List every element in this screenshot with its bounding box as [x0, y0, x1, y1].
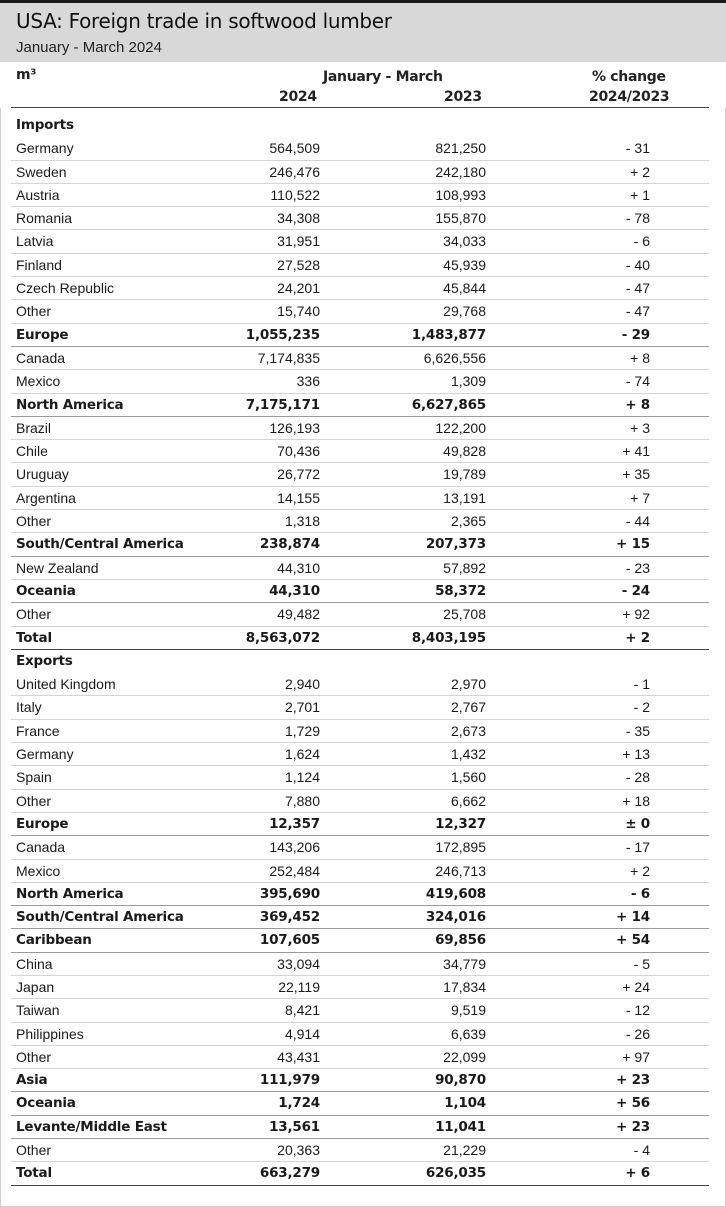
percent-change: + 8	[630, 349, 650, 366]
percent-change: - 17	[625, 839, 650, 856]
value-2023: 155,870	[435, 210, 486, 227]
table-row	[0, 976, 726, 999]
row-label: Total	[16, 629, 52, 646]
value-2024: 564,509	[269, 140, 320, 157]
row-label: Germany	[16, 746, 74, 763]
value-2024: 27,528	[277, 256, 320, 273]
value-2023: 1,104	[444, 1095, 486, 1112]
percent-change: - 5	[633, 955, 650, 972]
table-row	[0, 860, 726, 883]
value-2024: 1,055,235	[245, 326, 320, 343]
value-2024: 24,201	[277, 280, 320, 297]
value-2023: 25,708	[443, 606, 486, 623]
row-label: North America	[16, 885, 124, 902]
percent-change: + 56	[616, 1095, 650, 1112]
table-row	[0, 510, 726, 533]
table-row	[0, 370, 726, 393]
value-2024: 7,880	[284, 792, 320, 809]
percent-change: - 2	[633, 699, 650, 716]
value-2024: 126,193	[269, 419, 320, 436]
value-2023: 242,180	[435, 163, 486, 180]
value-2024: 8,421	[284, 1002, 320, 1019]
table-row	[0, 254, 726, 277]
table-row	[0, 463, 726, 486]
value-2023: 1,483,877	[411, 326, 486, 343]
value-2024: 33,094	[277, 955, 320, 972]
row-label: Argentina	[16, 489, 76, 506]
row-label: Europe	[16, 326, 69, 343]
value-2023: 2,767	[450, 699, 486, 716]
value-2023: 1,560	[450, 769, 486, 786]
value-2024: 8,563,072	[245, 629, 320, 646]
percent-change: + 14	[616, 909, 650, 926]
value-2023: 34,033	[443, 233, 486, 250]
table-row	[0, 836, 726, 859]
row-label: Mexico	[16, 373, 61, 390]
value-2024: 26,772	[277, 466, 320, 483]
value-2024: 395,690	[259, 885, 320, 902]
total-row	[0, 1162, 726, 1185]
percent-change: - 47	[625, 303, 650, 320]
value-2023: 207,373	[425, 536, 486, 553]
value-2024: 49,482	[277, 606, 320, 623]
row-label: Other	[16, 792, 52, 809]
row-label: Uruguay	[16, 466, 69, 483]
row-label: Sweden	[16, 163, 67, 180]
value-2024: 31,951	[277, 233, 320, 250]
value-2023: 13,191	[443, 489, 486, 506]
value-2023: 6,639	[450, 1025, 486, 1042]
row-label: Germany	[16, 140, 74, 157]
value-2023: 6,662	[450, 792, 486, 809]
row-label: South/Central America	[16, 909, 184, 926]
value-2023: 11,041	[435, 1118, 486, 1135]
value-2024: 70,436	[277, 443, 320, 460]
table-row	[0, 603, 726, 626]
value-2023: 8,403,195	[411, 629, 486, 646]
value-2024: 369,452	[259, 909, 320, 926]
value-2023: 1,309	[450, 373, 486, 390]
value-2024: 1,724	[278, 1095, 320, 1112]
row-label: United Kingdom	[16, 676, 116, 693]
value-2023: 108,993	[435, 186, 486, 203]
row-label: South/Central America	[16, 536, 184, 553]
table-row	[0, 230, 726, 253]
table-row	[0, 1046, 726, 1069]
percent-change: - 4	[633, 1142, 650, 1159]
table-row	[0, 766, 726, 789]
percent-change: + 18	[622, 792, 650, 809]
table-row	[0, 347, 726, 370]
table-row	[0, 440, 726, 463]
row-label: Austria	[16, 186, 60, 203]
value-2024: 107,605	[259, 932, 320, 949]
percent-change: - 44	[625, 513, 650, 530]
value-2024: 15,740	[277, 303, 320, 320]
value-2023: 45,939	[443, 256, 486, 273]
value-2024: 2,701	[284, 699, 320, 716]
value-2024: 110,522	[270, 186, 320, 203]
value-2023: 69,856	[435, 932, 486, 949]
value-2024: 111,979	[259, 1072, 320, 1089]
row-label: New Zealand	[16, 559, 99, 576]
value-2024: 7,175,171	[245, 396, 320, 413]
row-label: Latvia	[16, 233, 54, 250]
value-2024: 2,940	[284, 676, 320, 693]
value-2023: 122,200	[435, 419, 486, 436]
percent-change: - 12	[625, 1002, 650, 1019]
table-subtitle: January - March 2024	[16, 39, 162, 56]
percent-change: - 23	[625, 559, 650, 576]
value-2023: 57,892	[443, 559, 486, 576]
table-row	[0, 673, 726, 696]
table-row	[0, 720, 726, 743]
row-label: Canada	[16, 839, 66, 856]
percent-change: - 74	[625, 373, 650, 390]
row-label: Other	[16, 303, 52, 320]
row-label: Levante/Middle East	[16, 1118, 167, 1135]
percent-change: - 78	[625, 210, 650, 227]
value-2023: 419,608	[425, 885, 486, 902]
value-2023: 6,626,556	[423, 349, 486, 366]
table-row	[0, 207, 726, 230]
row-label: Brazil	[16, 419, 52, 436]
table-row	[0, 300, 726, 323]
row-label: Chile	[16, 443, 48, 460]
value-2023: 12,327	[435, 815, 486, 832]
value-2024: 252,484	[269, 862, 320, 879]
value-2024: 246,476	[269, 163, 320, 180]
percent-change: + 23	[616, 1072, 650, 1089]
section-label: Exports	[16, 652, 73, 669]
table-row	[0, 696, 726, 719]
table-row	[0, 557, 726, 580]
title-bar	[0, 0, 726, 62]
table-body	[0, 114, 726, 1186]
row-label: Taiwan	[16, 1002, 60, 1019]
table-row	[0, 1023, 726, 1046]
value-2023: 34,779	[443, 955, 486, 972]
header-divider	[11, 107, 709, 108]
row-label: France	[16, 722, 60, 739]
row-label: Romania	[16, 210, 73, 227]
table-row	[0, 953, 726, 976]
value-2023: 1,432	[450, 746, 486, 763]
value-2023: 21,229	[443, 1142, 486, 1159]
value-2023: 9,519	[450, 1002, 486, 1019]
percent-change: - 29	[621, 326, 650, 343]
percent-change: + 23	[616, 1118, 650, 1135]
table-header	[0, 62, 726, 108]
value-2023: 49,828	[443, 443, 486, 460]
value-2024: 14,155	[277, 489, 320, 506]
row-label: Total	[16, 1165, 52, 1182]
value-2024: 238,874	[259, 536, 320, 553]
value-2023: 2,365	[450, 513, 486, 530]
row-label: Finland	[16, 256, 62, 273]
percent-change: + 97	[622, 1048, 650, 1065]
table-row	[0, 417, 726, 440]
value-2024: 143,206	[269, 839, 320, 856]
percent-change: ± 0	[625, 815, 650, 832]
subtotal-row	[0, 533, 726, 556]
row-label: Canada	[16, 349, 66, 366]
value-2024: 1,624	[284, 746, 320, 763]
unit-label: m³	[16, 67, 37, 83]
percent-change: - 40	[625, 256, 650, 273]
percent-change: + 15	[616, 536, 650, 553]
percent-change: + 2	[630, 163, 650, 180]
percent-change: - 35	[625, 722, 650, 739]
percent-change: + 35	[622, 466, 650, 483]
row-divider	[11, 1185, 709, 1186]
value-2023: 45,844	[443, 280, 486, 297]
table-row	[0, 790, 726, 813]
value-2024: 1,318	[284, 513, 320, 530]
value-2023: 2,970	[450, 676, 486, 693]
percent-change: - 26	[625, 1025, 650, 1042]
table-row	[0, 184, 726, 207]
row-label: Japan	[16, 978, 55, 995]
row-label: Other	[16, 1142, 52, 1159]
value-2024: 43,431	[277, 1048, 320, 1065]
percent-change: + 92	[622, 606, 650, 623]
period-header: January - March	[323, 69, 443, 85]
percent-change: + 2	[630, 862, 650, 879]
table-row	[0, 161, 726, 184]
percent-change: + 24	[622, 978, 650, 995]
table-row	[0, 999, 726, 1022]
value-2023: 246,713	[435, 862, 486, 879]
value-2024: 34,308	[277, 210, 320, 227]
value-2024: 44,310	[269, 582, 320, 599]
row-label: Asia	[16, 1072, 48, 1089]
row-label: Czech Republic	[16, 280, 115, 297]
value-2023: 821,250	[435, 140, 486, 157]
subtotal-row	[0, 394, 726, 417]
value-2023: 19,789	[443, 466, 486, 483]
value-2023: 90,870	[435, 1072, 486, 1089]
percent-change: - 6	[633, 233, 650, 250]
subtotal-row	[0, 906, 726, 929]
row-label: Mexico	[16, 862, 61, 879]
col-2023-header: 2023	[444, 89, 482, 105]
percent-change: + 41	[622, 443, 650, 460]
value-2024: 44,310	[277, 559, 320, 576]
section-heading-row	[0, 114, 726, 137]
subtotal-row	[0, 1092, 726, 1115]
table-row	[0, 487, 726, 510]
table-title: USA: Foreign trade in softwood lumber	[16, 9, 392, 33]
value-2024: 1,729	[284, 722, 320, 739]
row-label: Other	[16, 1048, 52, 1065]
section-heading-row	[0, 650, 726, 673]
value-2023: 17,834	[443, 978, 486, 995]
row-label: Spain	[16, 769, 52, 786]
row-label: Europe	[16, 815, 69, 832]
change-header-top: % change	[592, 69, 666, 85]
row-label: Other	[16, 606, 52, 623]
row-label: Oceania	[16, 1095, 76, 1112]
percent-change: - 47	[625, 280, 650, 297]
percent-change: - 6	[630, 885, 650, 902]
percent-change: + 54	[616, 932, 650, 949]
row-label: Other	[16, 513, 52, 530]
table-row	[0, 743, 726, 766]
subtotal-row	[0, 883, 726, 906]
section-label: Imports	[16, 117, 74, 133]
value-2024: 4,914	[284, 1025, 320, 1042]
percent-change: + 1	[630, 186, 650, 203]
value-2023: 172,895	[435, 839, 486, 856]
percent-change: - 1	[633, 676, 650, 693]
value-2023: 324,016	[425, 909, 486, 926]
percent-change: + 2	[625, 629, 650, 646]
table-row	[0, 277, 726, 300]
subtotal-row	[0, 324, 726, 347]
percent-change: + 3	[630, 419, 650, 436]
value-2024: 7,174,835	[257, 349, 320, 366]
percent-change: - 24	[621, 582, 650, 599]
table-row	[0, 137, 726, 160]
percent-change: + 7	[630, 489, 650, 506]
total-row	[0, 627, 726, 650]
subtotal-row	[0, 580, 726, 603]
value-2023: 29,768	[443, 303, 486, 320]
row-label: Italy	[16, 699, 42, 716]
value-2023: 626,035	[425, 1165, 486, 1182]
value-2024: 20,363	[277, 1142, 320, 1159]
value-2024: 22,119	[278, 978, 320, 995]
row-label: Philippines	[16, 1025, 84, 1042]
row-label: North America	[16, 396, 124, 413]
percent-change: + 8	[625, 396, 650, 413]
percent-change: - 28	[625, 769, 650, 786]
value-2024: 1,124	[284, 769, 320, 786]
value-2024: 13,561	[269, 1118, 320, 1135]
value-2023: 22,099	[443, 1048, 486, 1065]
percent-change: - 31	[625, 140, 650, 157]
table-row	[0, 1139, 726, 1162]
value-2023: 58,372	[435, 582, 486, 599]
change-header-bottom: 2024/2023	[589, 89, 670, 105]
subtotal-row	[0, 1116, 726, 1139]
percent-change: + 6	[625, 1165, 650, 1182]
subtotal-row	[0, 929, 726, 952]
subtotal-row	[0, 813, 726, 836]
value-2023: 2,673	[450, 722, 486, 739]
row-label: China	[16, 955, 53, 972]
col-2024-header: 2024	[279, 89, 317, 105]
row-label: Caribbean	[16, 932, 92, 949]
subtotal-row	[0, 1069, 726, 1092]
row-label: Oceania	[16, 582, 76, 599]
value-2023: 6,627,865	[411, 396, 486, 413]
value-2024: 336	[296, 373, 320, 390]
value-2024: 12,357	[269, 815, 320, 832]
percent-change: + 13	[622, 746, 650, 763]
value-2024: 663,279	[259, 1165, 320, 1182]
